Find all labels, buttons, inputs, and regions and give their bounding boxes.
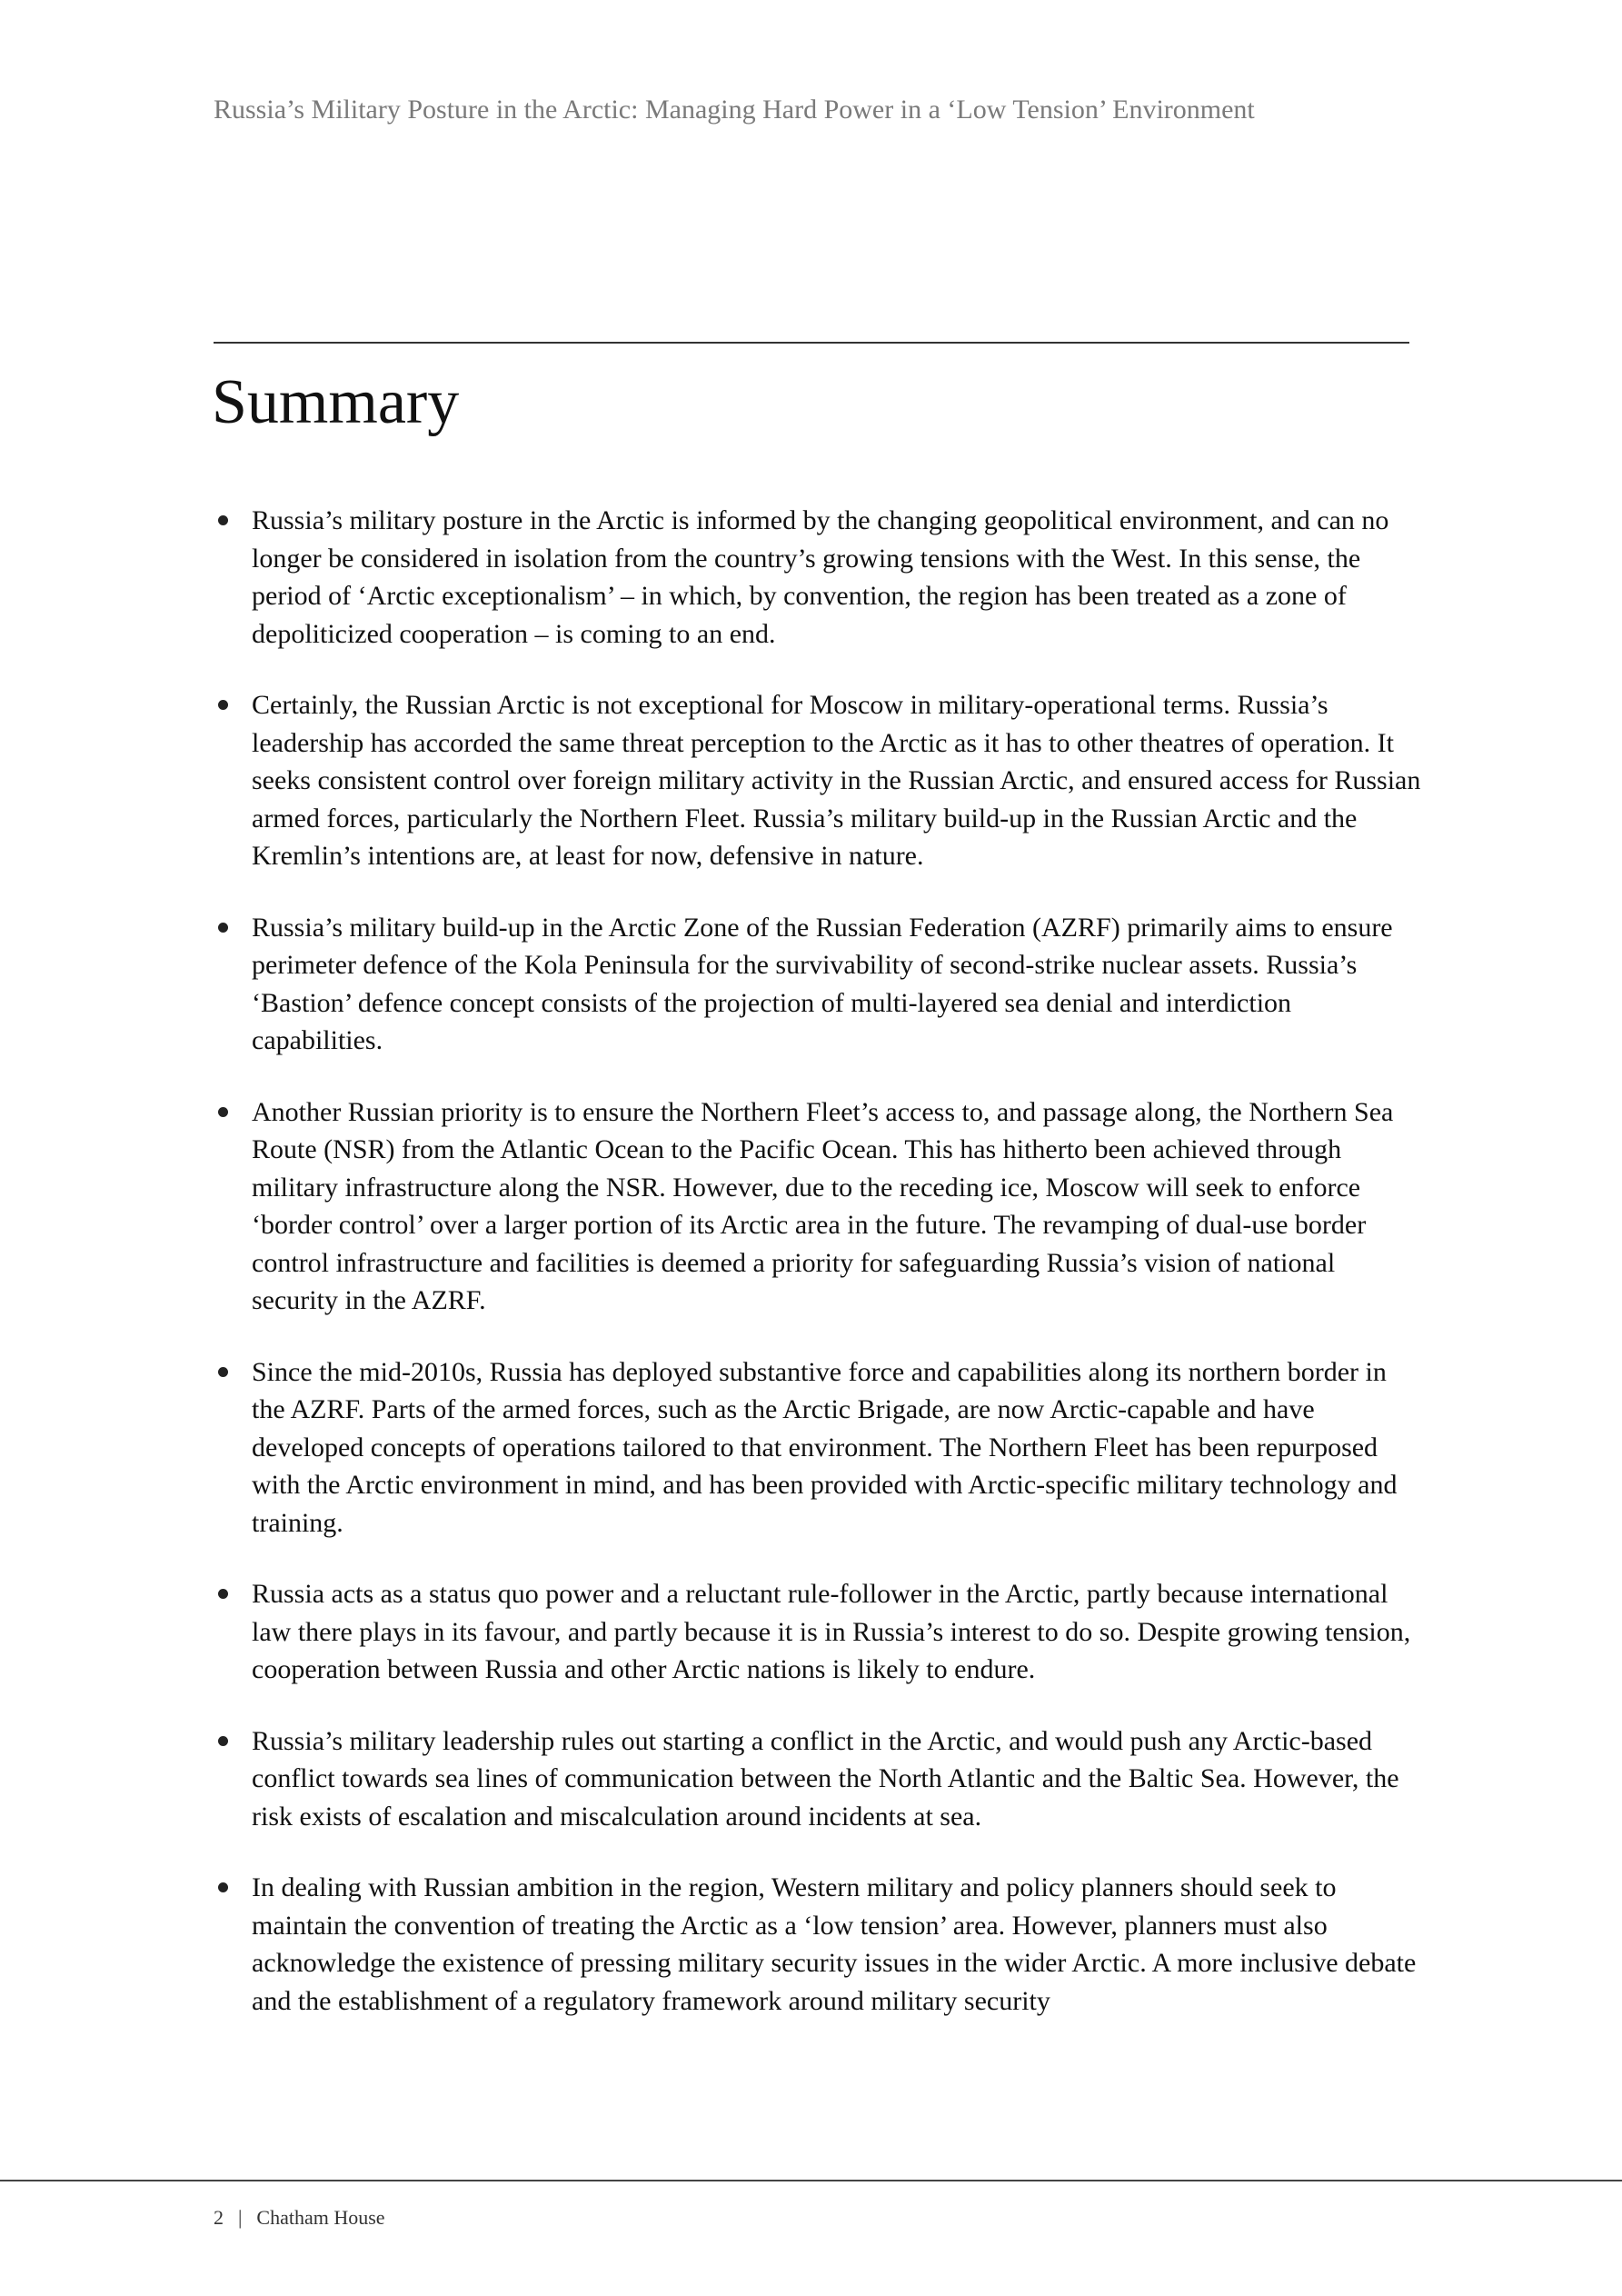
page-title: Summary	[212, 367, 460, 437]
summary-bullet-item	[214, 1353, 1422, 1542]
summary-bullet-text: Russia acts as a status quo power and a reluctant rule-follower in the Arctic, partly because international law there plays in its favour, and partly because it is in Russia’s interest to do so. Despite growing tension, cooperation between Russia and other Arctic nations is likely to endure.	[252, 1579, 1411, 1684]
summary-bullet-text: Russia’s military leadership rules out starting a conflict in the Arctic, and would push any Arctic-based conflict towards sea lines of communication between the North Atlantic and the Baltic Sea. However, the risk exists of escalation and miscalculation around incidents at sea.	[252, 1725, 1399, 1832]
summary-bullet-item	[214, 502, 1422, 653]
summary-bullet-text: Since the mid-2010s, Russia has deployed substantive force and capabilities along its northern border in the AZRF. Parts of the armed forces, such as the Arctic Brigade, are now Arctic-capable and have developed concepts of operations tailored to that environment. The Northern Fleet has been repurposed with the Arctic environment in mind, and has been provided with Arctic-specific military technology and training.	[252, 1356, 1398, 1538]
title-divider	[214, 342, 1409, 344]
footer-divider	[0, 2180, 1622, 2181]
summary-bullet-text: Russia’s military build-up in the Arctic Zone of the Russian Federation (AZRF) primarily aims to ensure perimeter defence of the Kola Peninsula for the survivability of second-strike nuclear assets. Russia’s ‘Bastion’ defence concept consists of the projection of multi-layered sea denial and interdiction capabilities.	[252, 912, 1393, 1055]
running-header-title: Russia’s Military Posture in the Arctic: Managing Hard Power in a ‘Low Tension’ Environment	[214, 95, 1255, 125]
page-footer	[214, 2206, 385, 2230]
summary-bullet-item	[214, 909, 1422, 1060]
bullet-point-icon	[218, 1589, 228, 1599]
bullet-point-icon	[218, 515, 228, 525]
bullet-point-icon	[218, 1367, 228, 1377]
bullet-point-icon	[218, 1736, 228, 1746]
publisher-name: Chatham House	[256, 2206, 385, 2229]
bullet-point-icon	[218, 700, 228, 710]
summary-bullet-text: Russia’s military posture in the Arctic is informed by the changing geopolitical environment, and can no longer be considered in isolation from the country’s growing tensions with the West. In this sense, the period of ‘Arctic exceptionalism’ – in which, by convention, the region has been treated as a zone of depoliticized cooperation – is coming to an end.	[252, 505, 1389, 649]
footer-separator: |	[238, 2206, 243, 2229]
summary-bullet-list	[214, 502, 1422, 2053]
bullet-point-icon	[218, 1882, 228, 1892]
bullet-point-icon	[218, 1107, 228, 1117]
summary-bullet-item	[214, 1093, 1422, 1320]
summary-bullet-text: Another Russian priority is to ensure the Northern Fleet’s access to, and passage along, the Northern Sea Route (NSR) from the Atlantic Ocean to the Pacific Ocean. This has hitherto been achieved through military infrastructure along the NSR. However, due to the receding ice, Moscow will seek to enforce ‘border control’ over a larger portion of its Arctic area in the future. The revamping of dual-use border control infrastructure and facilities is deemed a priority for safeguarding Russia’s vision of national security in the AZRF.	[252, 1096, 1394, 1315]
summary-bullet-item	[214, 1722, 1422, 1836]
summary-bullet-item	[214, 686, 1422, 875]
summary-bullet-item	[214, 1575, 1422, 1689]
summary-bullet-item	[214, 1869, 1422, 2020]
page-number: 2	[214, 2206, 224, 2229]
summary-bullet-text: Certainly, the Russian Arctic is not exceptional for Moscow in military-operational terms. Russia’s leadership has accorded the same threat perception to the Arctic as it has to other theatres of operation. It seeks consistent control over foreign military activity in the Russian Arctic, and ensured access for Russian armed forces, particularly the Northern Fleet. Russia’s military build-up in the Russian Arctic and the Kremlin’s intentions are, at least for now, defensive in nature.	[252, 690, 1421, 871]
bullet-point-icon	[218, 923, 228, 933]
summary-bullet-text: In dealing with Russian ambition in the region, Western military and policy planners should seek to maintain the convention of treating the Arctic as a ‘low tension’ area. However, planners must also acknowledge the existence of pressing military security issues in the wider Arctic. A more inclusive debate and the establishment of a regulatory framework around military security	[252, 1872, 1417, 2016]
